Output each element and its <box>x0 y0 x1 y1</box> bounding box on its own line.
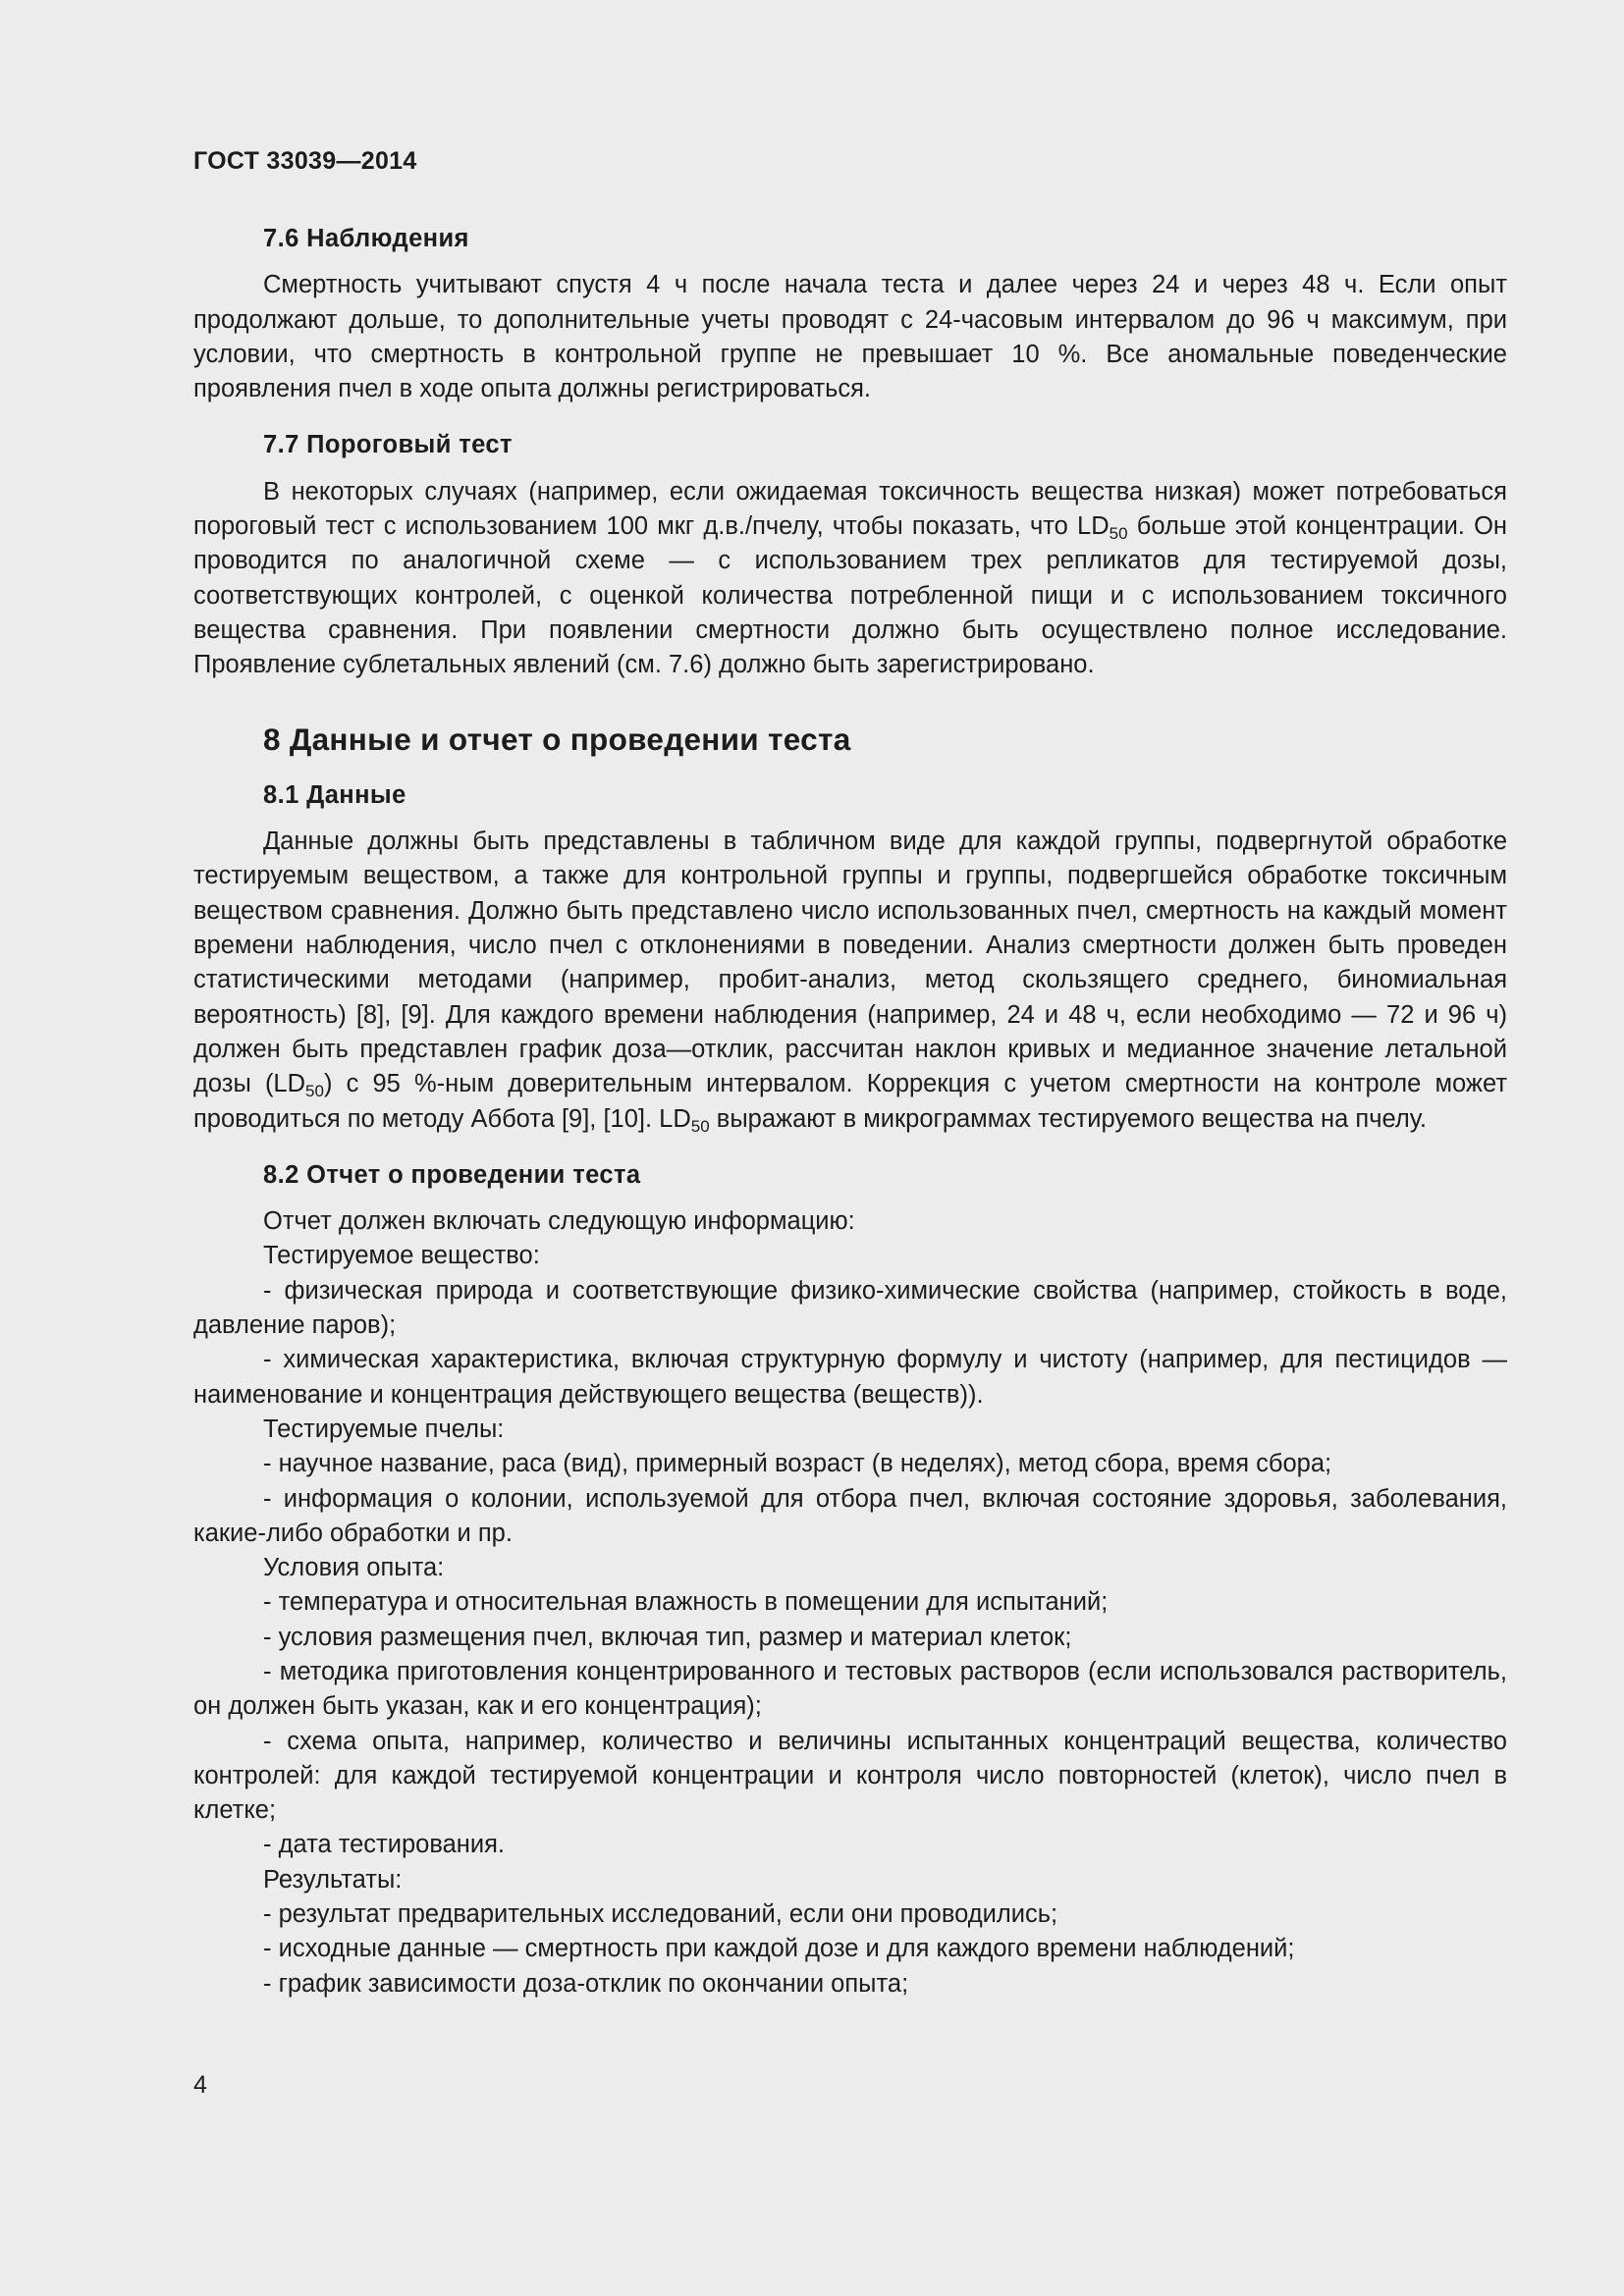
section-7-7-text-part-1: В некоторых случаях (например, если ожидаемая токсичность вещества низкая) может потребоваться пороговый тест с использованием 100 мкг д.в./пчелу, чтобы показать, что LD <box>193 477 1507 541</box>
list-item: - физическая природа и соответствующие физико-химические свойства (например, стойкость в воде, давление паров); <box>193 1276 1507 1340</box>
section-8-heading: 8 Данные и отчет о проведении теста <box>263 721 851 757</box>
section-8-1-text-part-3: выражают в микрограммах тестируемого вещества на пчелу. <box>709 1104 1427 1133</box>
section-7-7-paragraph <box>193 475 1507 683</box>
section-8-1-heading: 8.1 Данные <box>263 780 406 809</box>
ld50-subscript: 50 <box>305 1082 324 1101</box>
section-7-7-text-part-2: больше этой концентрации. Он проводится по аналогичной схеме — с использованием трех репликатов для тестируемой дозы, соответствующих контролей, с оценкой количества потребленной пищи и с использованием токсичного вещества сравнения. При появлении смертности должно быть осуществлено полное исследование. Проявление сублетальных явлений (см. 7.6) должно быть зарегистрировано. <box>193 512 1507 679</box>
list-item: - информация о колонии, используемой для отбора пчел, включая состояние здоровья, заболевания, какие-либо обработки и пр. <box>193 1484 1507 1547</box>
list-item: - научное название, раса (вид), примерный возраст (в неделях), метод сбора, время сбора; <box>263 1450 1332 1478</box>
section-8-1-text-part-1: Данные должны быть представлены в табличном виде для каждой группы, подвергнутой обработке тестируемым веществом, а также для контрольной группы и группы, подвергшейся обработке токсичным веществом сравнения. Должно быть представлено число использованных пчел, смертность на каждый момент времени наблюдения, число пчел с отклонениями в поведении. Анализ смертности должен быть проведен статистическими методами (например, пробит-анализ, метод скользящего среднего, биномиальная вероятность) [8], [9]. Для каждого времени наблюдения (например, 24 и 48 ч, если необходимо — 72 и 96 ч) должен быть представлен график доза—отклик, рассчитан наклон кривых и медианное значение летальной дозы (LD <box>193 828 1507 1098</box>
ld50-subscript: 50 <box>690 1116 710 1136</box>
section-8-2-heading: 8.2 Отчет о проведении теста <box>263 1160 641 1189</box>
list-item: - методика приготовления концентрированного и тестовых растворов (если использовался растворитель, он должен быть указан, как и его концентрация); <box>193 1657 1507 1721</box>
list-item: - исходные данные — смертность при каждой дозе и для каждого времени наблюдений; <box>263 1935 1295 1963</box>
list-item: Тестируемые пчелы: <box>263 1415 505 1443</box>
list-item: Условия опыта: <box>263 1554 445 1582</box>
section-7-6-heading: 7.6 Наблюдения <box>263 225 469 252</box>
page-number: 4 <box>193 2071 207 2099</box>
list-item: - результат предварительных исследований, если они проводились; <box>263 1900 1058 1929</box>
document-body <box>193 222 1507 2002</box>
list-item: Результаты: <box>263 1865 403 1894</box>
list-item: Тестируемое вещество: <box>263 1242 540 1270</box>
list-item: - условия размещения пчел, включая тип, размер и материал клеток; <box>263 1623 1072 1651</box>
list-item: - температура и относительная влажность в помещении для испытаний; <box>263 1588 1109 1617</box>
section-7-7-heading: 7.7 Пороговый тест <box>263 431 513 459</box>
section-8-2-list <box>193 1204 1507 2002</box>
section-8-1-paragraph <box>193 825 1507 1137</box>
section-7-6-paragraph: Смертность учитывают спустя 4 ч после начала теста и далее через 24 и через 48 ч. Если опыт продолжают дольше, то дополнительные учеты проводят с 24-часовым интервалом до 96 ч максимум, при условии, что смертность в контрольной группе не превышает 10 %. Все аномальные поведенческие проявления пчел в ходе опыта должны регистрироваться. <box>193 271 1507 403</box>
list-item: - график зависимости доза-отклик по окончании опыта; <box>263 1969 909 1998</box>
list-item: - химическая характеристика, включая структурную формулу и чистоту (например, для пестицидов — наименование и концентрация действующего вещества (веществ)). <box>193 1346 1507 1409</box>
list-item: - схема опыта, например, количество и величины испытанных концентраций вещества, количество контролей: для каждой тестируемой концентрации и контроля число повторностей (клеток), число пчел в клетке; <box>193 1727 1507 1825</box>
ld50-subscript: 50 <box>1109 524 1128 544</box>
document-header-standard-id: ГОСТ 33039—2014 <box>193 147 417 175</box>
list-item: Отчет должен включать следующую информацию: <box>263 1207 855 1236</box>
section-8-1-text-part-2: ) с 95 %-ным доверительным интервалом. Коррекция с учетом смертности на контроле может проводиться по методу Аббота [9], [10]. LD <box>193 1070 1507 1133</box>
list-item: - дата тестирования. <box>263 1831 506 1859</box>
